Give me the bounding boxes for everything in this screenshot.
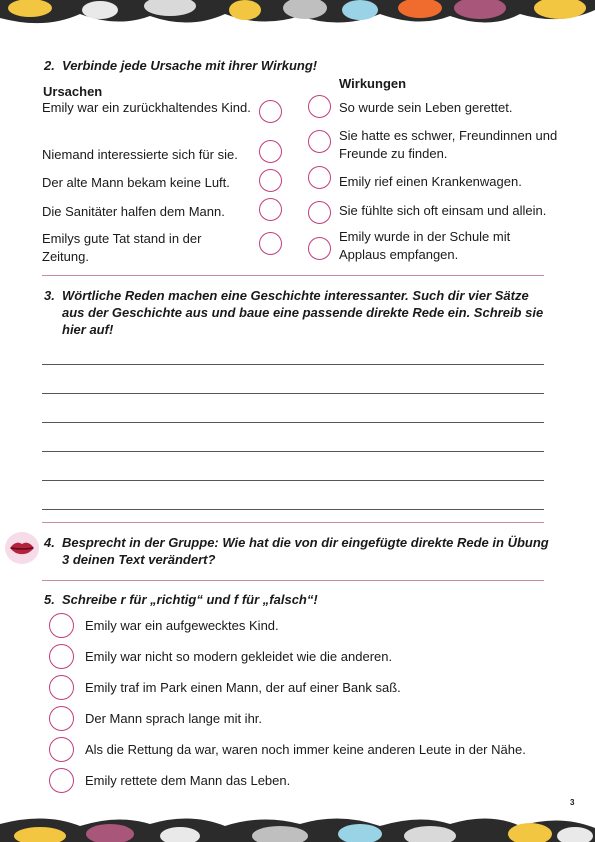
task3-number: 3. xyxy=(44,288,55,303)
cause-item: Niemand interessierte sich für sie. xyxy=(42,147,238,162)
task4-number: 4. xyxy=(44,535,55,550)
cause-connector-circle[interactable] xyxy=(259,198,282,221)
causes-header: Ursachen xyxy=(43,84,103,99)
writing-line[interactable] xyxy=(42,509,544,510)
statement-item: Als die Rettung da war, waren noch immer keine anderen Leute in der Nähe. xyxy=(85,742,526,757)
task5-number: 5. xyxy=(44,592,55,607)
task5-title xyxy=(44,591,549,608)
cause-connector-circle[interactable] xyxy=(259,169,282,192)
statement-item: Emily rettete dem Mann das Leben. xyxy=(85,773,291,788)
effect-connector-circle[interactable] xyxy=(308,201,331,224)
task2-instruction: Verbinde jede Ursache mit ihrer Wirkung! xyxy=(62,58,318,73)
writing-line[interactable] xyxy=(42,451,544,452)
statement-item: Emily war ein aufgewecktes Kind. xyxy=(85,618,279,633)
effect-connector-circle[interactable] xyxy=(308,237,331,260)
effect-item: So wurde sein Leben gerettet. xyxy=(339,100,513,115)
top-doodle-border xyxy=(0,0,595,30)
task4-instruction: Besprecht in der Gruppe: Wie hat die von dir eingefügte direkte Rede in Übung 3 deinen Text verändert? xyxy=(62,535,549,567)
cause-connector-circle[interactable] xyxy=(259,100,282,123)
cause-item: Die Sanitäter halfen dem Mann. xyxy=(42,204,225,219)
effect-item: Emily wurde in der Schule mit Applaus empfangen. xyxy=(339,229,511,262)
bottom-doodle-border xyxy=(0,812,595,842)
effect-item: Sie fühlte sich oft einsam und allein. xyxy=(339,203,547,218)
task3-instruction: Wörtliche Reden machen eine Geschichte interessanter. Such dir vier Sätze aus der Geschichte aus und baue eine passende direkte Rede ein. Schreib sie hier auf! xyxy=(62,288,544,337)
cause-item: Emilys gute Tat stand in der Zeitung. xyxy=(42,231,202,264)
effect-connector-circle[interactable] xyxy=(308,166,331,189)
effect-connector-circle[interactable] xyxy=(308,130,331,153)
statement-item: Emily war nicht so modern gekleidet wie die anderen. xyxy=(85,649,393,664)
section-divider xyxy=(42,522,544,523)
task2-title xyxy=(44,57,564,74)
task4-title xyxy=(44,534,549,569)
effect-item: Emily rief einen Krankenwagen. xyxy=(339,174,522,189)
task3-title xyxy=(44,287,549,339)
statement-item: Emily traf im Park einen Mann, der auf einer Bank saß. xyxy=(85,680,401,695)
answer-circle[interactable] xyxy=(49,768,74,793)
answer-circle[interactable] xyxy=(49,737,74,762)
cause-item: Emily war ein zurückhaltendes Kind. xyxy=(42,100,251,115)
effect-item: Sie hatte es schwer, Freundinnen und Freunde zu finden. xyxy=(339,128,558,161)
task5-instruction: Schreibe r für „richtig“ und f für „falsch“! xyxy=(62,592,318,607)
writing-line[interactable] xyxy=(42,364,544,365)
cause-item: Der alte Mann bekam keine Luft. xyxy=(42,175,230,190)
page-number: 3 xyxy=(570,798,575,807)
writing-line[interactable] xyxy=(42,422,544,423)
cause-connector-circle[interactable] xyxy=(259,232,282,255)
answer-circle[interactable] xyxy=(49,675,74,700)
answer-circle[interactable] xyxy=(49,706,74,731)
task2-number: 2. xyxy=(44,58,55,73)
cause-connector-circle[interactable] xyxy=(259,140,282,163)
lips-icon xyxy=(5,532,39,564)
effect-connector-circle[interactable] xyxy=(308,95,331,118)
writing-line[interactable] xyxy=(42,393,544,394)
effects-header: Wirkungen xyxy=(339,76,407,91)
writing-line[interactable] xyxy=(42,480,544,481)
section-divider xyxy=(42,275,544,276)
answer-circle[interactable] xyxy=(49,613,74,638)
statement-item: Der Mann sprach lange mit ihr. xyxy=(85,711,263,726)
answer-circle[interactable] xyxy=(49,644,74,669)
section-divider xyxy=(42,580,544,581)
